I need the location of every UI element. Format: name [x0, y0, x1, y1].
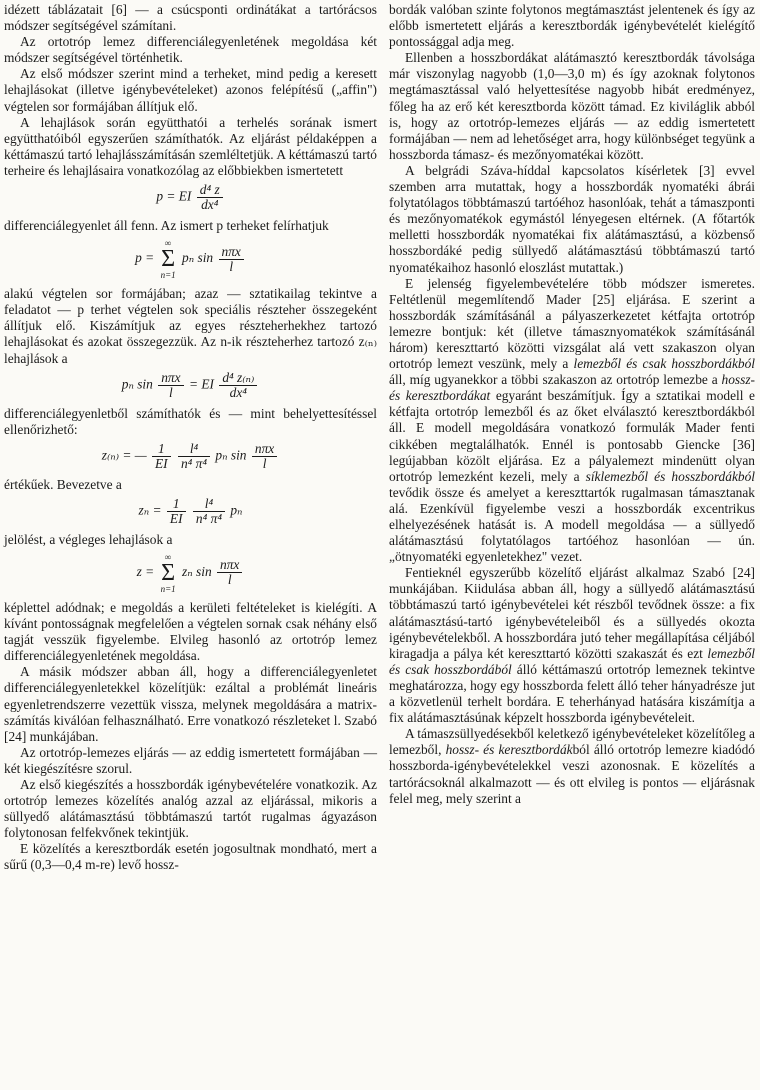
text-run: álló kéttámaszú ortotróp lemeznek tekintve meghatározza, hogy egy hosszborda felett álló teher hányadrésze jut a közvetlenül terhelt bordára. E teherhányad hatására kiszámítja a fix alátámasztásúnak képzelt hosszborda igénybevételeit. [389, 661, 755, 726]
fraction [197, 183, 223, 212]
paragraph [389, 565, 755, 726]
paragraph: differenciálegyenlet áll fenn. Az ismert p terheket felírhatjuk [4, 218, 329, 234]
sum-upper: ∞ [164, 551, 172, 562]
equation-lhs: p = [135, 250, 155, 266]
text-run: áll, míg ugyanekkor a többi szakaszon az ortotróp lemezbe a [389, 372, 722, 388]
equation-term: zₙ sin [182, 564, 212, 580]
fraction [219, 245, 244, 274]
fraction [193, 497, 225, 526]
paragraph: A lehajlások során együtthatói a terhelés sorának ismert együtthatóiból egyszerűen számíthatók. Az eljárást példaképpen a kéttámaszú tartó lehajlásszámításán szemléltetjük. A kéttámaszú tartó terheire és lehajlásaira vonatkozólag az előbbiekben ismertetett [4, 114, 377, 178]
fraction [158, 371, 183, 400]
paragraph: differenciálegyenletből számíthatók és — mint behelyettesítéssel ellenőrizhető: [4, 405, 377, 437]
paragraph [389, 726, 755, 806]
fraction [152, 442, 171, 471]
emphasis: lemezből és csak hosszbordákból [573, 356, 755, 372]
equation-3 [4, 371, 377, 400]
paragraph: képlettel adódnak; e megoldás a kerületi feltételeket is kielégíti. A kívánt pontosságnak megfelelően a végtelen sornak csak néhány első tagját vesszük figyelembe. Elvileg hasonló az ortotróp lemez differenciálegyenletének megoldása. [4, 599, 377, 664]
text-run: ból álló ortotróp lemezre kiadódó hosszborda-igénybevételekkel veszi azonosnak. E közelítés a tartórácsoknál alkalmazott — és ott elvileg is pontos — eljárásnak felel meg, mely szerint a [389, 742, 755, 806]
numerator: l⁴ [193, 497, 225, 512]
paragraph [389, 276, 755, 566]
paragraph: idézett táblázatait [6] — a csúcsponti ordinátákat a tartórácsos módszer segítségével számítani. [4, 2, 377, 34]
text-run: A támaszsüllyedésekből keletkező igénybevételeket közelítőleg a lemezből, [389, 726, 755, 758]
equation-lhs: pₙ sin [121, 376, 153, 392]
equation-6 [4, 552, 377, 594]
paragraph: A másik módszer abban áll, hogy a differenciálegyenletet differenciálegyenletekkel közelítjük: ezáltal a problémát lineáris egyenletrendszerre vezettük vissza, melynek megoldására a matrix-számítás kiválóan felhasználható. Erre vonatkozó részleteket l. Szabó [24] munkájában. [4, 664, 377, 744]
numerator: 1 [152, 442, 171, 457]
numerator: nπx [217, 558, 242, 573]
equation-term: pₙ [230, 502, 243, 518]
sum-sign: Σ [161, 559, 176, 586]
text-run: egyaránt beszámítjuk. Így a sztatikai modell e kétfajta ortotróp lemezből és az őket elválasztó keresztbordákból áll. E modell megoldására vonatkozó formulák Mader fenti cikkében megtalálhatók. Ennél is pontosabb Giencke [36] legújabban közölt eljárása. Ez a pályalemezt mindenütt olyan ortotróp lemezként kezeli, mely a [389, 388, 755, 484]
paragraph: Az ortotróp-lemezes eljárás — az eddig ismertetett formájában — két kiegészítésre szorul. [4, 744, 377, 776]
denominator: n⁴ π⁴ [195, 510, 222, 526]
sum-sign: Σ [161, 246, 176, 273]
paragraph: jelölést, a végleges lehajlások a [4, 531, 173, 547]
paragraph: értékűek. Bevezetve a [4, 476, 122, 492]
text-run: E jelenség figyelembevételére több módszer ismeretes. Feltétlenül megemlítendő Mader [25] eljárása. E szerint a hosszbordák számításánál a pályaszerkezetet kétfajta ortotróp lemezre bontjuk: két (illetve támasznyomatékok számításánál három) kereszttartó közötti vizsgálat alá vett szakaszon olyan ortotróp lemezt veszünk, mely a [389, 275, 755, 372]
paragraph: alakú végtelen sor formájában; azaz — sztatikailag tekintve a feladatot — p terhet végtelen sok speciális részteher összegeként állítjuk elő. Kiszámítjuk az egyes részteherhekhez tartozó lehajlásokat és azokat összegezzük. Az n-ik részteherhez tartozó z₍ₙ₎ lehajlások a [4, 286, 377, 366]
fraction [252, 442, 277, 471]
denominator: EI [154, 455, 168, 471]
summation [161, 552, 176, 594]
equation-lhs: p = EI [156, 188, 192, 204]
equation-4 [4, 442, 377, 471]
emphasis: lemezből és csak hosszbordából [389, 645, 755, 677]
denominator: n⁴ π⁴ [180, 455, 208, 471]
sum-lower: n=1 [160, 270, 176, 281]
equation-2 [4, 238, 377, 280]
numerator: d⁴ z [197, 183, 223, 198]
emphasis: hossz- és keresztbordákat [389, 372, 755, 404]
paragraph: A belgrádi Száva-híddal kapcsolatos kísérletek [3] evvel szemben arra mutattak, hogy a hosszbordák nyomatéki ábrái folytatólagos többtámaszú tartóéhoz hasonlóak, tehát a támaszponti és mezőnyomatékok egymástól lényegesen eltérnek. (A főtartók melletti hosszbordák nyomatékai fix alátámasztású, a közbenső hosszbordáké pedig süllyedő alátámasztású többtámaszú tartó nyomatékaihoz hasonló eloszlást mutattak.) [389, 162, 755, 275]
denominator: l [229, 258, 234, 274]
numerator: nπx [252, 442, 277, 457]
equation-lhs: z = [136, 564, 155, 580]
denominator: l [169, 384, 173, 400]
fraction [219, 371, 257, 400]
paragraph: Az első kiegészítés a hosszbordák igénybevételére vonatkozik. Az ortotróp lemezes közelítés analóg azzal az eljárással, mikoris a süllyedő alátámasztású többtámaszú tartót rugalmas ágyazáson folytonosan felfekvőnek tekintjük. [4, 777, 377, 841]
paragraph: Az ortotróp lemez differenciálegyenletének megoldása két módszer segítségével történhetik. [4, 34, 377, 66]
text-run: tevődik össze és amelyet a kereszttartók rugalmasan támasztanak alá. Ezenkívül figyelembe veszi a hosszbordák excentrikus elhelyezésének hatását is. A modell megoldása — a süllyedő alátámasztású folytatólagos tartóéhoz hasonlóan — ún. „ötnyomatéki egyenletekhez" vezet. [389, 484, 755, 565]
equation-term: = EI [188, 376, 214, 392]
paragraph: Az első módszer szerint mind a terheket, mind pedig a keresett lehajlásokat (illetve igénybevételeket) azonos felépítésű („affin") végtelen sor formájában állítjuk elő. [4, 66, 377, 114]
numerator: nπx [219, 245, 244, 260]
numerator: d⁴ z₍ₙ₎ [219, 371, 257, 386]
fraction [178, 442, 210, 471]
paragraph: E közelítés a keresztbordák esetén jogosultnak mondható, mert a sűrű (0,3—0,4 m-re) levő hossz- [4, 841, 377, 873]
equation-lhs: z₍ₙ₎ = — [101, 447, 147, 463]
equation-1 [4, 183, 377, 212]
emphasis: hossz- és keresztbordák [445, 742, 573, 758]
denominator: l [227, 572, 232, 588]
paragraph: bordák valóban szinte folytonos megtámasztást jelentenek és így az előbb ismertetett eljárás a keresztbordák igénybevételét kielégítő pontossággal adja meg. [389, 2, 755, 50]
fraction [167, 497, 186, 526]
denominator: dx⁴ [229, 384, 247, 400]
numerator: 1 [167, 497, 186, 512]
denominator: l [262, 455, 267, 471]
numerator: l⁴ [178, 442, 210, 457]
emphasis: síklemezből és hosszbordákból [585, 468, 755, 484]
denominator: EI [169, 510, 183, 526]
equation-term: pₙ sin [182, 250, 214, 266]
numerator: nπx [158, 371, 183, 386]
equation-5 [4, 497, 377, 526]
left-column [4, 2, 377, 874]
sum-lower: n=1 [160, 583, 176, 594]
equation-lhs: zₙ = [138, 502, 162, 518]
fraction [217, 558, 242, 587]
sum-upper: ∞ [164, 238, 172, 249]
equation-term: pₙ sin [215, 447, 247, 463]
paragraph: Ellenben a hosszbordákat alátámasztó keresztbordák távolsága már viszonylag nagyobb (1,0—3,0 m) és így azoknak folytonos megtámasztással való helyettesítése nagyobb hibát eredményez, főleg ha az erő két keresztborda között támad. Ez kiviláglik abból is, hogy az ortotróp-lemezes eljárás — az eddig ismertetett formájában — nem ad lehetőséget arra, hogy különbséget tegyünk a hosszborda támasz- és mezőnyomatékai között. [389, 50, 755, 162]
right-column [389, 2, 755, 807]
text-run: Fentieknél egyszerűbb közelítő eljárást alkalmaz Szabó [24] munkájában. Kiidulása abban áll, hogy a süllyedő alátámasztású többtámaszú tartó igénybevételei két részből tevődnek össze: a fix alátámasztású-tartó igénybevételeiből és a süllyedés okozta igénybevételekből. A hosszbordára jutó teher megállapítása céljából kiragadja a pálya két kereszttartó közötti szakaszát és ezt [389, 565, 755, 661]
summation [161, 238, 176, 280]
denominator: dx⁴ [201, 197, 219, 213]
